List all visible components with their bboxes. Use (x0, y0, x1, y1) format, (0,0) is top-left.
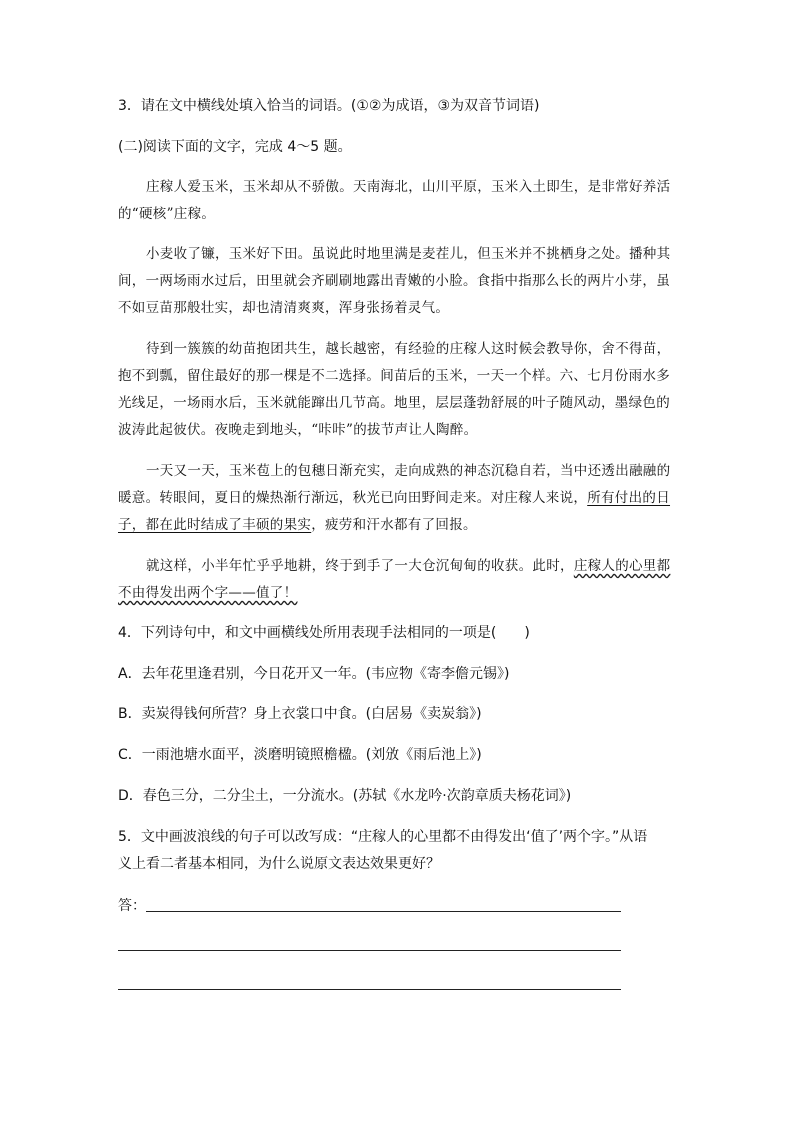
answer-line-1[interactable] (146, 911, 621, 912)
section-2-heading: (二)阅读下面的文字，完成 4～5 题。 (118, 139, 352, 155)
wavy-sentence-part2: 不由得发出两个字——值了！ (118, 585, 298, 601)
passage-p2-line2: 间，一两场雨水过后，田里就会齐刷刷地露出青嫩的小脸。食指中指那么长的两片小芽，虽 (118, 273, 670, 289)
answer-line-3[interactable] (118, 989, 621, 990)
answer-label: 答： (118, 898, 146, 914)
question-5-stem-line1: 5．文中画波浪线的句子可以改写成：“庄稼人的心里都不由得发出‘值了’两个字。”从语 (118, 829, 648, 845)
question-4-option-b: B．卖炭得钱何所营？身上衣裳口中食。(白居易《卖炭翁》) (118, 706, 482, 722)
passage-p2-line1: 小麦收了镰，玉米好下田。虽说此时地里满是麦茬儿，但玉米并不挑栖身之处。播种其 (146, 246, 671, 262)
passage-p5-line1 (146, 556, 670, 576)
passage-p1-line2: 的“硬核”庄稼。 (118, 206, 216, 222)
passage-p1-line1: 庄稼人爱玉米，玉米却从不骄傲。天南海北，山川平原，玉米入土即生，是非常好养活 (146, 179, 671, 195)
passage-p3-line3: 光线足，一场雨水后，玉米就能蹿出几节高。地里，层层蓬勃舒展的叶子随风动，墨绿色的 (118, 395, 670, 411)
passage-p4-line2 (118, 488, 670, 508)
passage-p4-line3 (118, 515, 477, 535)
question-5-stem-line2: 义上看二者基本相同，为什么说原文表达效果更好？ (118, 856, 440, 872)
underlined-sentence-part1: 所有付出的日 (587, 490, 671, 506)
answer-line-2[interactable] (118, 950, 621, 951)
passage-p4-line2-text: 暖意。转眼间，夏日的燥热渐行渐远，秋光已向田野间走来。对庄稼人来说， (118, 490, 588, 506)
underlined-sentence-part2: 子，都在此时结成了丰硕的果实 (118, 517, 312, 533)
wavy-sentence-part1: 庄稼人的心里都 (573, 558, 671, 574)
passage-p5-line1-text: 就这样，小半年忙乎乎地耕，终于到手了一大仓沉甸甸的收获。此时， (146, 558, 574, 574)
question-3: 3．请在文中横线处填入恰当的词语。(①②为成语，③为双音节词语) (118, 98, 540, 114)
passage-p4-line1: 一天又一天，玉米苞上的包穗日渐充实，走向成熟的神态沉稳自若，当中还透出融融的 (146, 463, 671, 479)
passage-p3-line4: 波涛此起彼伏。夜晚走到地头，“咔咔”的拔节声让人陶醉。 (118, 422, 478, 438)
passage-p5-line2 (118, 583, 297, 603)
passage-p4-line3-text: ，疲劳和汗水都有了回报。 (311, 517, 477, 533)
passage-p2-line3: 不如豆苗那般壮实，却也清清爽爽，浑身张扬着灵气。 (118, 300, 450, 316)
question-4-option-d: D．春色三分，二分尘土，一分流水。(苏轼《水龙吟·次韵章质夫杨花词》) (118, 788, 572, 804)
question-4-option-a: A．去年花里逢君别，今日花开又一年。(韦应物《寄李儋元锡》) (118, 666, 510, 682)
passage-p3-line2: 抱不到瓢，留住最好的那一棵是不二选择。间苗后的玉米，一天一个样。六、七月份雨水多 (118, 368, 670, 384)
question-4-option-c: C．一雨池塘水面平，淡磨明镜照檐楹。(刘攽《雨后池上》) (118, 747, 482, 763)
question-4-stem: 4．下列诗句中，和文中画横线处所用表现手法相同的一项是( ) (118, 625, 530, 641)
passage-p3-line1: 待到一簇簇的幼苗抱团共生，越长越密，有经验的庄稼人这时候会教导你，舍不得苗， (146, 341, 671, 357)
